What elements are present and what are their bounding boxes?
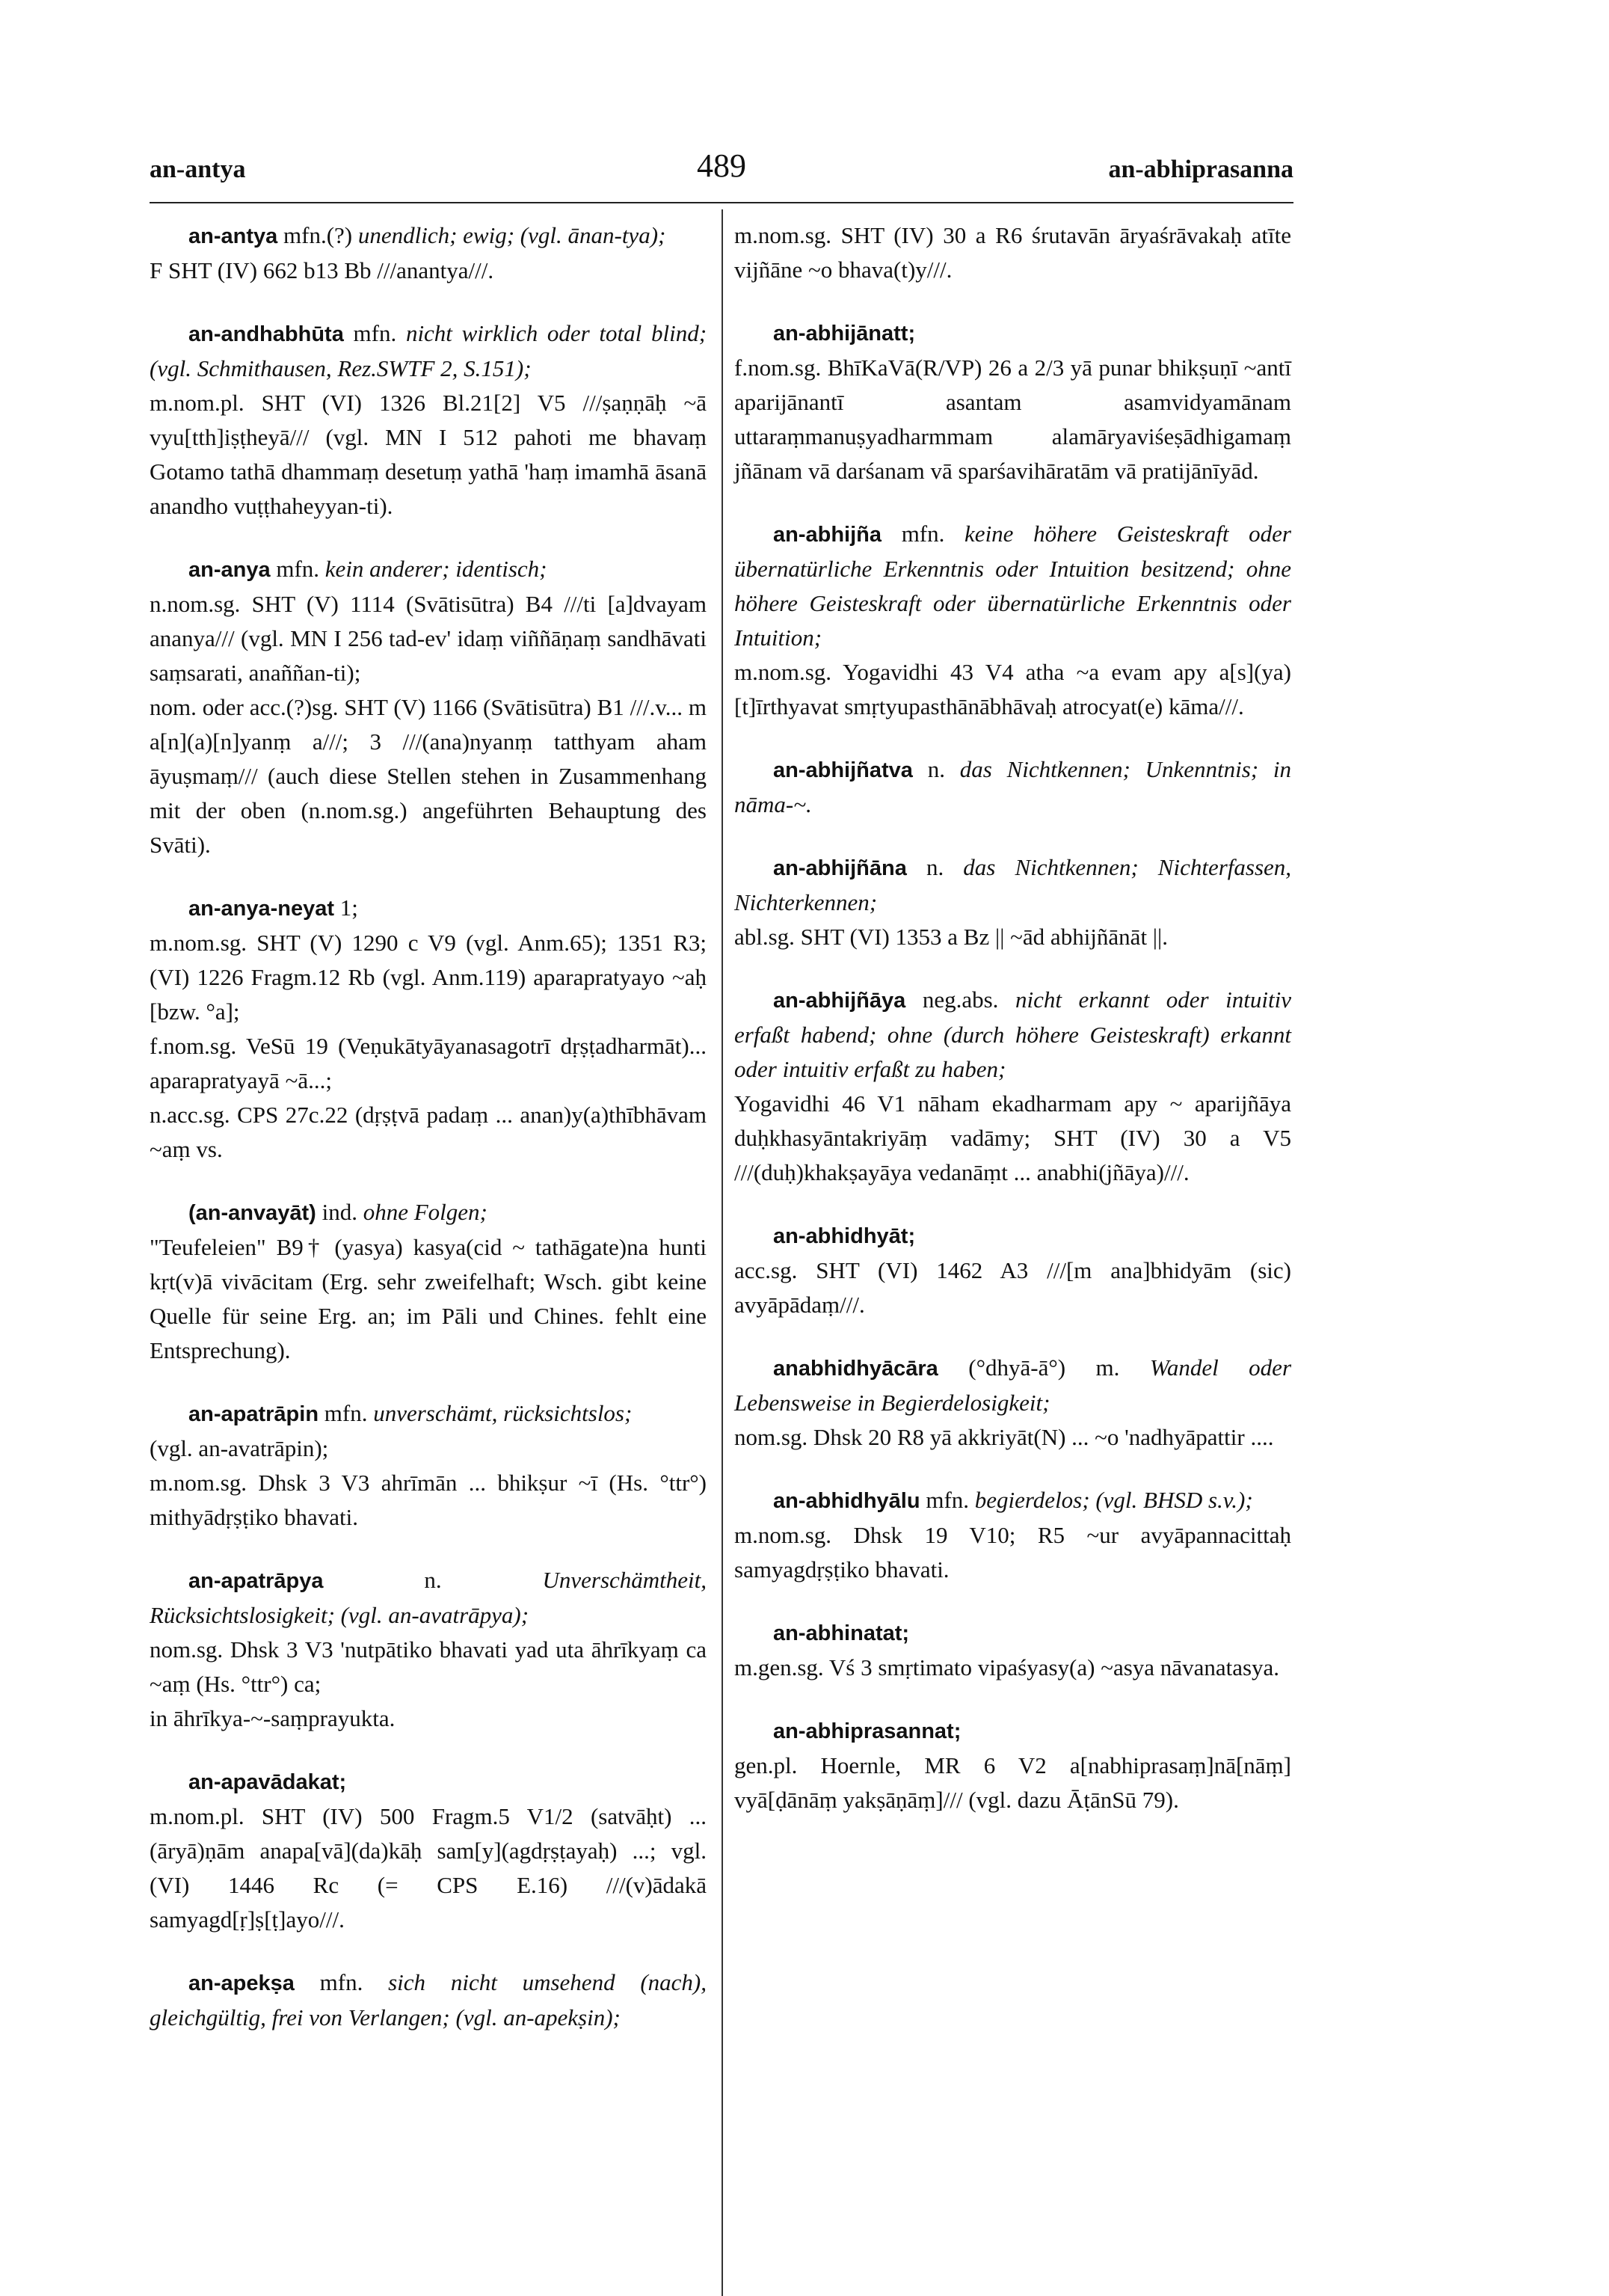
dictionary-entry: [734, 517, 1291, 724]
entry-lemma: an-antya: [188, 224, 278, 248]
entry-grammar: n.: [927, 756, 945, 782]
entry-lemma: an-anya-neyat: [188, 897, 335, 921]
entry-headline: [734, 983, 1291, 1087]
entry-lemma: an-abhiprasannat;: [773, 1719, 962, 1743]
dictionary-entry: [734, 218, 1291, 287]
entry-citation: nom. oder acc.(?)sg. SHT (V) 1166 (Svātisūtra) B1 ///.v... m a[n](a)[n]yanṃ a///; 3 ///(ana)nyanṃ tatthyam aham āyuṣmaṃ/// (auch diese Stellen stehen in Zusammenhang mit der oben (n.nom.sg.) angeführten Behauptung des Svāti).: [150, 694, 707, 858]
dictionary-entry: [150, 1195, 707, 1368]
dictionary-entry: [734, 316, 1291, 488]
entry-lemma: an-abhijña: [773, 523, 882, 547]
entry-citation: n.nom.sg. SHT (V) 1114 (Svātisūtra) B4 ///ti [a]dvayam ananya/// (vgl. MN I 256 tad-ev' idaṃ viññāṇaṃ sandhāvati saṃsarati, anaññan-ti);: [150, 591, 707, 686]
entry-headline: [150, 1965, 707, 2035]
entry-citation: f.nom.sg. VeSū 19 (Veṇukātyāyanasagotrī dṛṣṭadharmāt)... aparapratyayā ~ā...;: [150, 1033, 707, 1093]
header-right-guideword: an-abhiprasanna: [1108, 156, 1293, 183]
entry-headline: [150, 218, 707, 254]
entry-headline: [734, 850, 1291, 920]
dictionary-entry: [150, 552, 707, 862]
entry-headline: [734, 1615, 1291, 1651]
entry-citation: f.nom.sg. BhīKaVā(R/VP) 26 a 2/3 yā punar bhikṣuṇī ~antī aparijānantī asantam asamvidyamānam uttaraṃmanuṣyadharmmam alamāryaviśeṣādhigamaṃ jñānam vā darśanam vā sparśavihāratām vā pratijānīyād.: [734, 354, 1291, 484]
entry-lemma: an-abhinatat;: [773, 1621, 910, 1645]
entry-grammar: mfn.(?): [283, 222, 353, 248]
entry-grammar: (°dhyā-ā°) m.: [968, 1354, 1120, 1381]
entry-grammar: mfn.: [353, 320, 397, 346]
entry-headline: [734, 1218, 1291, 1253]
entry-lemma: an-apatrāpin: [188, 1402, 319, 1426]
entry-headline: [734, 517, 1291, 655]
entry-lemma: an-abhidhyālu: [773, 1489, 920, 1513]
entry-headline: [150, 316, 707, 386]
entry-headline: [734, 316, 1291, 351]
entry-grammar: mfn.: [901, 521, 945, 547]
entry-definition: das Nichtkennen; Unkenntnis; in nāma-~.: [734, 756, 1292, 817]
entry-lemma: an-abhijñatva: [773, 758, 913, 782]
entry-citation: m.nom.pl. SHT (VI) 1326 Bl.21[2] V5 ///ṣaṇṇāḥ ~ā vyu[tth]iṣṭheyā/// (vgl. MN I 512 pahoti me bhavaṃ Gotamo tathā dhammaṃ desetuṃ yathā 'haṃ imamhā āsanā anandho vuṭṭhaheyyan-ti).: [150, 390, 707, 519]
entry-citation: m.nom.pl. SHT (IV) 500 Fragm.5 V1/2 (satvāḥt) ... (āryā)ṇām anapa[vā](da)kāḥ sam[y](agdṛṣṭayaḥ) ...; vgl. (VI) 1446 Rc (= CPS E.16) ///(v)ādakā samyagd[ṛ]ṣ[ṭ]ayo///.: [150, 1803, 707, 1933]
entry-headline: [150, 552, 707, 587]
dictionary-entry: [150, 218, 707, 288]
entry-citation: gen.pl. Hoernle, MR 6 V2 a[nabhiprasaṃ]nā[nāṃ] vyā[ḍānāṃ yakṣāṇāṃ]/// (vgl. dazu ĀṭānSū 79).: [734, 1752, 1291, 1813]
dictionary-entry: [734, 1615, 1291, 1685]
entry-citation: F SHT (IV) 662 b13 Bb ///anantya///.: [150, 257, 494, 283]
entry-lemma: (an-anvayāt): [188, 1201, 316, 1225]
entry-lemma: an-apatrāpya: [188, 1569, 324, 1593]
entry-grammar: n.: [926, 854, 944, 880]
dictionary-entry: [734, 1218, 1291, 1322]
entry-grammar: mfn.: [319, 1969, 363, 1995]
entry-citation: n.acc.sg. CPS 27c.22 (dṛṣṭvā padaṃ ... anan)y(a)thībhāvam ~aṃ vs.: [150, 1102, 707, 1162]
entry-citation: acc.sg. SHT (VI) 1462 A3 ///[m ana]bhidyām (sic) avyāpādaṃ///.: [734, 1257, 1291, 1318]
entry-headline: [150, 1396, 707, 1431]
entry-definition: kein anderer; identisch;: [324, 556, 547, 582]
entry-lemma: an-abhijānatt;: [773, 322, 916, 346]
dictionary-entry: [150, 1965, 707, 2035]
entry-lemma: an-apavādakat;: [188, 1770, 347, 1794]
entry-citation: abl.sg. SHT (VI) 1353 a Bz || ~ād abhijñānāt ||.: [734, 924, 1168, 950]
entry-citation: "Teufeleien" B9† (yasya) kasya(cid ~ tathāgate)na hunti kṛt(v)ā vivācitam (Erg. sehr zweifelhaft; Wsch. gibt keine Quelle für seine Erg. an; im Pāli und Chines. fehlt eine Entsprechung).: [150, 1234, 707, 1363]
entry-citation: (vgl. an-avatrāpin);: [150, 1435, 329, 1461]
header-left-guideword: an-antya: [150, 156, 246, 183]
entry-definition: keine höhere Geisteskraft oder übernatürliche Erkenntnis oder Intuition besitzend; ohne höhere Geisteskraft oder übernatürliche Erkenntnis oder Intuition;: [734, 521, 1291, 651]
entry-definition: begierdelos; (vgl. BHSD s.v.);: [974, 1487, 1253, 1513]
dictionary-entry: [734, 1351, 1291, 1455]
right-column: [734, 218, 1291, 1846]
entry-citation: m.nom.sg. Yogavidhi 43 V4 atha ~a evam apy a[s](ya) [t]īrthyavat smṛtyupasthānābhāvaḥ atrocyat(e) kāma///.: [734, 659, 1291, 719]
entry-lemma: an-anya: [188, 558, 271, 582]
entry-grammar: n.: [424, 1567, 442, 1593]
dictionary-entry: [734, 850, 1291, 954]
dictionary-entry: [734, 983, 1291, 1190]
entry-lemma: an-abhijñāya: [773, 989, 906, 1013]
entry-citation: m.nom.sg. Dhsk 19 V10; R5 ~ur avyāpannacittaḥ samyagdṛṣṭiko bhavati.: [734, 1522, 1291, 1583]
dictionary-entry: [150, 316, 707, 524]
entry-headline: [150, 1563, 707, 1633]
dictionary-entry: [734, 752, 1291, 822]
entry-citation: in āhrīkya-~-saṃprayukta.: [150, 1705, 396, 1731]
entry-citation: m.nom.sg. SHT (V) 1290 c V9 (vgl. Anm.65); 1351 R3; (VI) 1226 Fragm.12 Rb (vgl. Anm.119) aparapratyayo ~aḥ [bzw. °a];: [150, 930, 707, 1025]
entry-definition: Unverschämtheit, Rücksichtslosigkeit; (vgl. an-avatrāpya);: [150, 1567, 707, 1628]
entry-lemma: an-apekṣa: [188, 1971, 295, 1995]
dictionary-entry: [734, 1483, 1291, 1587]
entry-headline: [734, 752, 1291, 822]
entry-lemma: an-abhidhyāt;: [773, 1224, 916, 1248]
entry-lemma: an-abhijñāna: [773, 856, 907, 880]
dictionary-entry: [150, 1396, 707, 1535]
page-header: [150, 147, 1293, 191]
entry-citation: nom.sg. Dhsk 20 R8 yā akkriyāt(N) ... ~o 'nadhyāpattir ....: [734, 1424, 1274, 1450]
entry-definition: Wandel oder Lebensweise in Begierdelosigkeit;: [734, 1354, 1292, 1416]
entry-citation: m.gen.sg. Vś 3 smṛtimato vipaśyasy(a) ~asya nāvanatasya.: [734, 1654, 1280, 1680]
left-column: [150, 218, 707, 2063]
dictionary-entry: [734, 1713, 1291, 1817]
entry-citation: m.nom.sg. Dhsk 3 V3 ahrīmān ... bhikṣur ~ī (Hs. °ttr°) mithyādṛṣṭiko bhavati.: [150, 1470, 707, 1530]
entry-lemma: anabhidhyācāra: [773, 1357, 938, 1381]
entry-citation: Yogavidhi 46 V1 nāham ekadharmam apy ~ aparijñāya duḥkhasyāntakriyāṃ vadāmy; SHT (IV) 30 a V5 ///(duḥ)khakṣayāya vedanāṃt ... anabhi(jñāya)///.: [734, 1090, 1291, 1185]
dictionary-entry: [150, 1563, 707, 1736]
entry-definition: unendlich; ewig; (vgl. ānan-tya);: [357, 222, 666, 248]
entry-definition: das Nichtkennen; Nichterfassen, Nichterkennen;: [734, 854, 1292, 915]
entry-grammar: neg.abs.: [922, 986, 999, 1013]
entry-grammar: mfn.: [324, 1400, 368, 1426]
entry-definition: unverschämt, rücksichtslos;: [373, 1400, 633, 1426]
entry-headline: [150, 1195, 707, 1230]
entry-headline: [734, 1713, 1291, 1749]
entry-definition: nicht erkannt oder intuitiv erfaßt habend; ohne (durch höhere Geisteskraft) erkannt oder intuitiv erfaßt zu haben;: [734, 986, 1292, 1082]
page-number: 489: [697, 147, 746, 184]
entry-definition: ohne Folgen;: [363, 1199, 487, 1225]
header-rule: [150, 202, 1293, 203]
entry-headline: [734, 1483, 1291, 1518]
entry-headline: [150, 891, 707, 926]
entry-citation: nom.sg. Dhsk 3 V3 'nutpātiko bhavati yad uta āhrīkyaṃ ca ~aṃ (Hs. °ttr°) ca;: [150, 1636, 707, 1697]
entry-grammar: mfn.: [276, 556, 320, 582]
entry-citation: m.nom.sg. SHT (IV) 30 a R6 śrutavān āryaśrāvakaḥ atīte vijñāne ~o bhava(t)y///.: [734, 222, 1291, 283]
dictionary-entry: [150, 1764, 707, 1937]
entry-definition: sich nicht umsehend (nach), gleichgültig, frei von Verlangen; (vgl. an-apekṣin);: [150, 1969, 707, 2031]
column-divider: [722, 209, 723, 2296]
entry-grammar: ind.: [322, 1199, 357, 1225]
entry-lemma: an-andhabhūta: [188, 322, 344, 346]
entry-headline: [734, 1351, 1291, 1420]
dictionary-entry: [150, 891, 707, 1167]
entry-grammar: 1;: [339, 894, 358, 921]
entry-definition: nicht wirklich oder total blind; (vgl. Schmithausen, Rez.SWTF 2, S.151);: [150, 320, 707, 381]
entry-headline: [150, 1764, 707, 1799]
entry-grammar: mfn.: [926, 1487, 970, 1513]
